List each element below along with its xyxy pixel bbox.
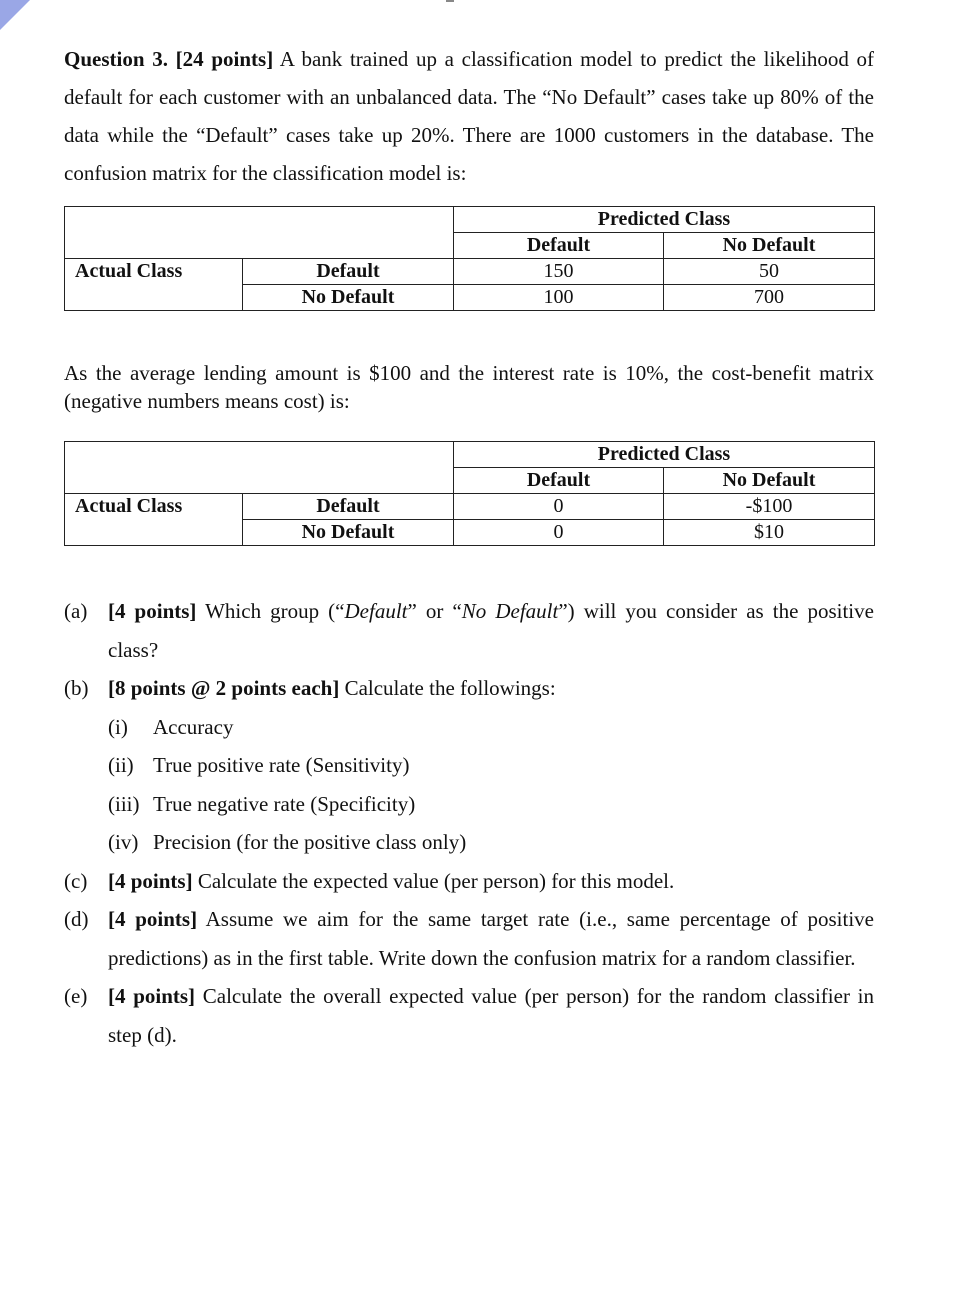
empty-header-cell [65,207,454,259]
row-header-default: Default [243,259,454,285]
sub-text: Accuracy [153,714,234,739]
part-points: [4 points] [108,907,198,931]
sub-label: (ii) [108,753,134,777]
question-points: [24 points] [175,47,274,71]
sub-item [108,823,874,862]
part-b [64,669,874,708]
part-c [64,862,874,901]
cell-fn: 50 [664,259,875,285]
cost-cell-fn: -$100 [664,494,875,520]
part-text [108,669,874,708]
sub-text: True positive rate (Sensitivity) [153,753,410,777]
cell-tn: 700 [664,285,875,311]
part-c-text: Calculate the expected value (per person) for this model. [197,868,675,893]
part-d-text: Assume we aim for the same target rate (i.e., same percentage of positive predictions) as in the first table. Write down the confusion matrix for a random classifier. [108,907,874,970]
question-intro [64,40,874,192]
predicted-class-header: Predicted Class [454,442,875,468]
part-a-text-3: ”) will you consider as the positive class? [108,599,874,662]
part-label: (d) [64,907,89,931]
cell-tp: 150 [454,259,664,285]
col-header-no-default: No Default [664,468,875,494]
part-a-text-2: ” or “ [407,599,462,623]
part-b-text: Calculate the followings: [344,676,556,700]
part-points: [8 points @ 2 points each] [108,676,340,700]
col-header-no-default: No Default [664,233,875,259]
predicted-class-header: Predicted Class [454,207,875,233]
col-header-default: Default [454,468,664,494]
cost-cell-tn: $10 [664,520,875,546]
sub-text: Precision (for the positive class only) [153,830,467,854]
part-d [64,900,874,977]
sub-label: (iv) [108,830,139,854]
cell-fp: 100 [454,285,664,311]
part-text [108,900,874,977]
part-a-em-default: Default [344,599,408,623]
confusion-matrix-table [64,206,875,311]
top-page-mark [446,0,454,2]
part-e-text: Calculate the overall expected value (per person) for the random classifier in step (d). [108,984,874,1047]
sub-text: True negative rate (Specificity) [153,791,416,816]
cost-benefit-intro: As the average lending amount is $100 and the interest rate is 10%, the cost-benefit matrix (negative numbers means cost) is: [64,361,874,413]
question-intro-text: A bank trained up a classification model to predict the likelihood of default for each customer with an unbalanced data. The “No Default” cases take up 80% of the data while the “Default” cases take up 20%. There are 1000 customers in the database. The confusion matrix for the classification model is: [64,47,875,185]
question-page [64,40,874,1054]
part-label: (c) [64,868,88,893]
part-points: [4 points] [108,984,196,1008]
sub-item [108,785,874,824]
sub-label: (iii) [108,791,140,816]
sub-item [108,746,874,785]
row-header-no-default: No Default [243,285,454,311]
actual-class-label: Actual Class [65,259,243,311]
row-header-no-default: No Default [243,520,454,546]
part-points: [4 points] [108,868,193,893]
empty-header-cell [65,442,454,494]
part-text [108,592,874,669]
question-parts [64,592,874,1054]
part-a [64,592,874,669]
question-number: Question 3. [64,47,168,71]
part-text [108,977,874,1054]
part-label: (b) [64,676,89,700]
col-header-default: Default [454,233,664,259]
part-a-em-no-default: No Default [461,599,559,623]
cost-cell-tp: 0 [454,494,664,520]
cost-benefit-table [64,441,875,546]
cost-cell-fp: 0 [454,520,664,546]
part-a-text-1: Which group (“ [205,599,345,623]
part-text [108,862,874,901]
corner-bookmark-mark [0,0,30,30]
part-label: (e) [64,984,88,1008]
part-points: [4 points] [108,599,197,623]
sub-item [108,708,874,747]
part-e [64,977,874,1054]
row-header-default: Default [243,494,454,520]
part-label: (a) [64,599,88,623]
actual-class-label: Actual Class [65,494,243,546]
sub-label: (i) [108,714,128,739]
